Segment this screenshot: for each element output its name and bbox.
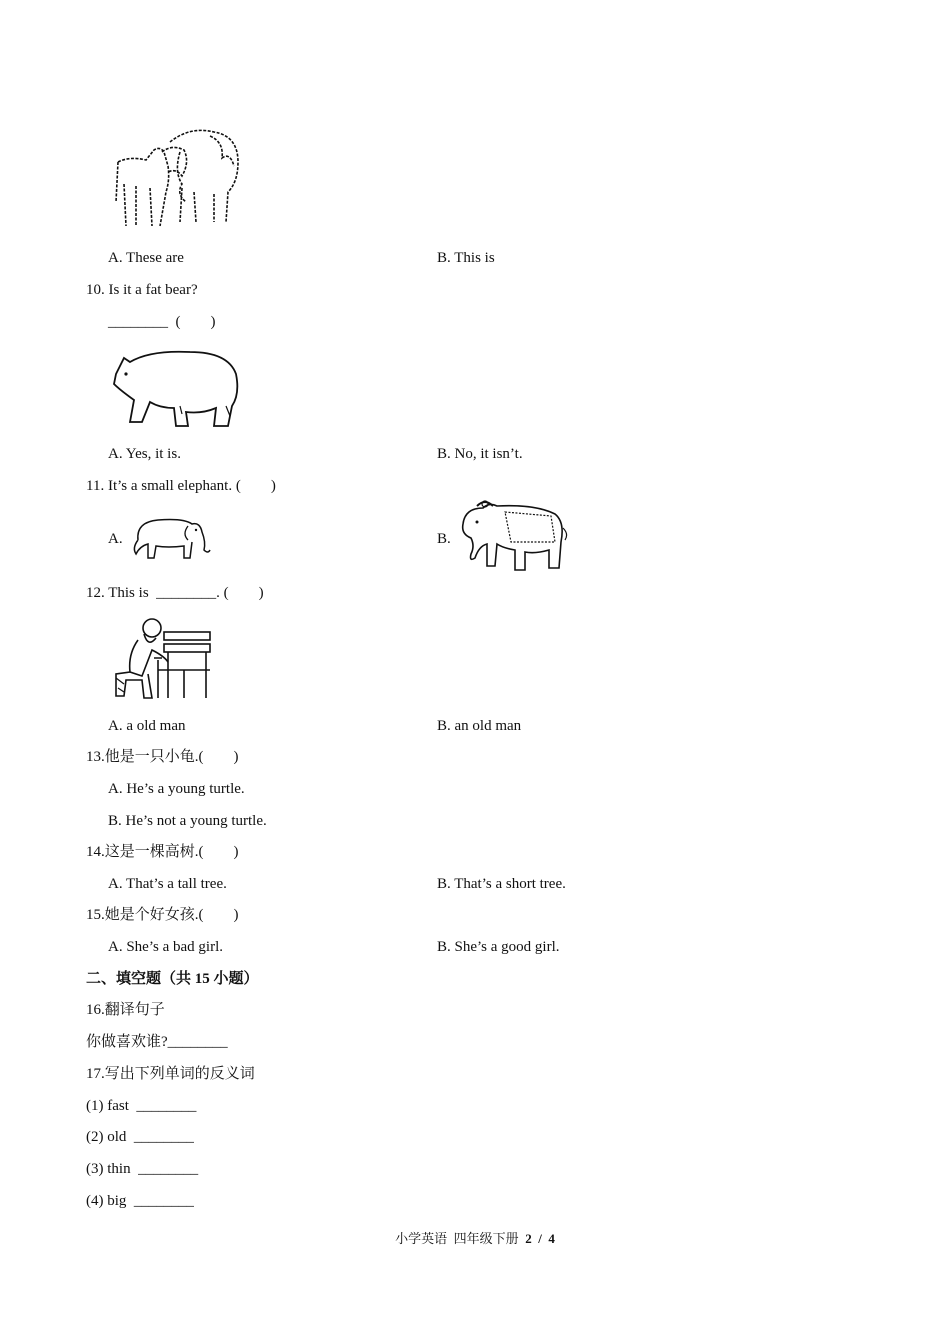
q13-question: 13.他是一只小龟.( ) bbox=[86, 749, 239, 765]
q12-question: 12. This is ________. ( ) bbox=[86, 585, 264, 601]
q9-option-a[interactable]: A. These are bbox=[108, 250, 184, 266]
q15-question: 15.她是个好女孩.( ) bbox=[86, 907, 239, 923]
section-question-count: 15 bbox=[194, 971, 210, 987]
q9-option-b[interactable]: B. This is bbox=[437, 250, 495, 266]
section-heading-suffix: 小题） bbox=[209, 971, 259, 987]
q16-prompt[interactable]: 你做喜欢谁?________ bbox=[86, 1034, 228, 1050]
q16-question: 16.翻译句子 bbox=[86, 1002, 165, 1018]
q17-question: 17.写出下列单词的反义词 bbox=[86, 1066, 255, 1082]
q14-question: 14.这是一棵高树.( ) bbox=[86, 844, 239, 860]
footer-separator: / bbox=[531, 1231, 549, 1246]
footer-page-number: 2 bbox=[525, 1231, 532, 1246]
fat-bear-icon bbox=[110, 344, 242, 432]
q11-question: 11. It’s a small elephant. ( ) bbox=[86, 478, 276, 494]
q11-option-a[interactable]: A. bbox=[108, 531, 123, 547]
section-heading-prefix: 二、填空题（共 bbox=[86, 971, 195, 987]
old-man-on-bench-icon bbox=[108, 614, 214, 702]
q12-option-b[interactable]: B. an old man bbox=[437, 718, 522, 734]
q13-option-a[interactable]: A. He’s a young turtle. bbox=[108, 781, 245, 797]
horse-and-elephants-icon bbox=[110, 122, 246, 232]
q15-option-b[interactable]: B. She’s a good girl. bbox=[437, 939, 560, 955]
q14-option-b[interactable]: B. That’s a short tree. bbox=[437, 876, 566, 892]
q13-option-b[interactable]: B. He’s not a young turtle. bbox=[108, 813, 267, 829]
q10-option-b[interactable]: B. No, it isn’t. bbox=[437, 446, 523, 462]
q17-item[interactable]: (2) old ________ bbox=[86, 1129, 194, 1145]
q11-option-b[interactable]: B. bbox=[437, 531, 451, 547]
section-heading bbox=[86, 969, 259, 989]
q10-answer-blank[interactable]: ________ ( ) bbox=[108, 314, 216, 330]
page-footer bbox=[0, 1228, 950, 1247]
q17-item[interactable]: (4) big ________ bbox=[86, 1193, 194, 1209]
q10-option-a[interactable]: A. Yes, it is. bbox=[108, 446, 181, 462]
q15-option-a[interactable]: A. She’s a bad girl. bbox=[108, 939, 223, 955]
q17-item[interactable]: (1) fast ________ bbox=[86, 1098, 197, 1114]
q17-item[interactable]: (3) thin ________ bbox=[86, 1161, 199, 1177]
q12-option-a[interactable]: A. a old man bbox=[108, 718, 186, 734]
footer-page-total: 4 bbox=[548, 1231, 555, 1246]
big-decorated-elephant-icon bbox=[455, 498, 569, 576]
q14-option-a[interactable]: A. That’s a tall tree. bbox=[108, 876, 227, 892]
small-elephant-icon bbox=[128, 514, 212, 562]
footer-text: 小学英语 四年级下册 bbox=[395, 1231, 526, 1246]
q10-question: 10. Is it a fat bear? bbox=[86, 282, 198, 298]
